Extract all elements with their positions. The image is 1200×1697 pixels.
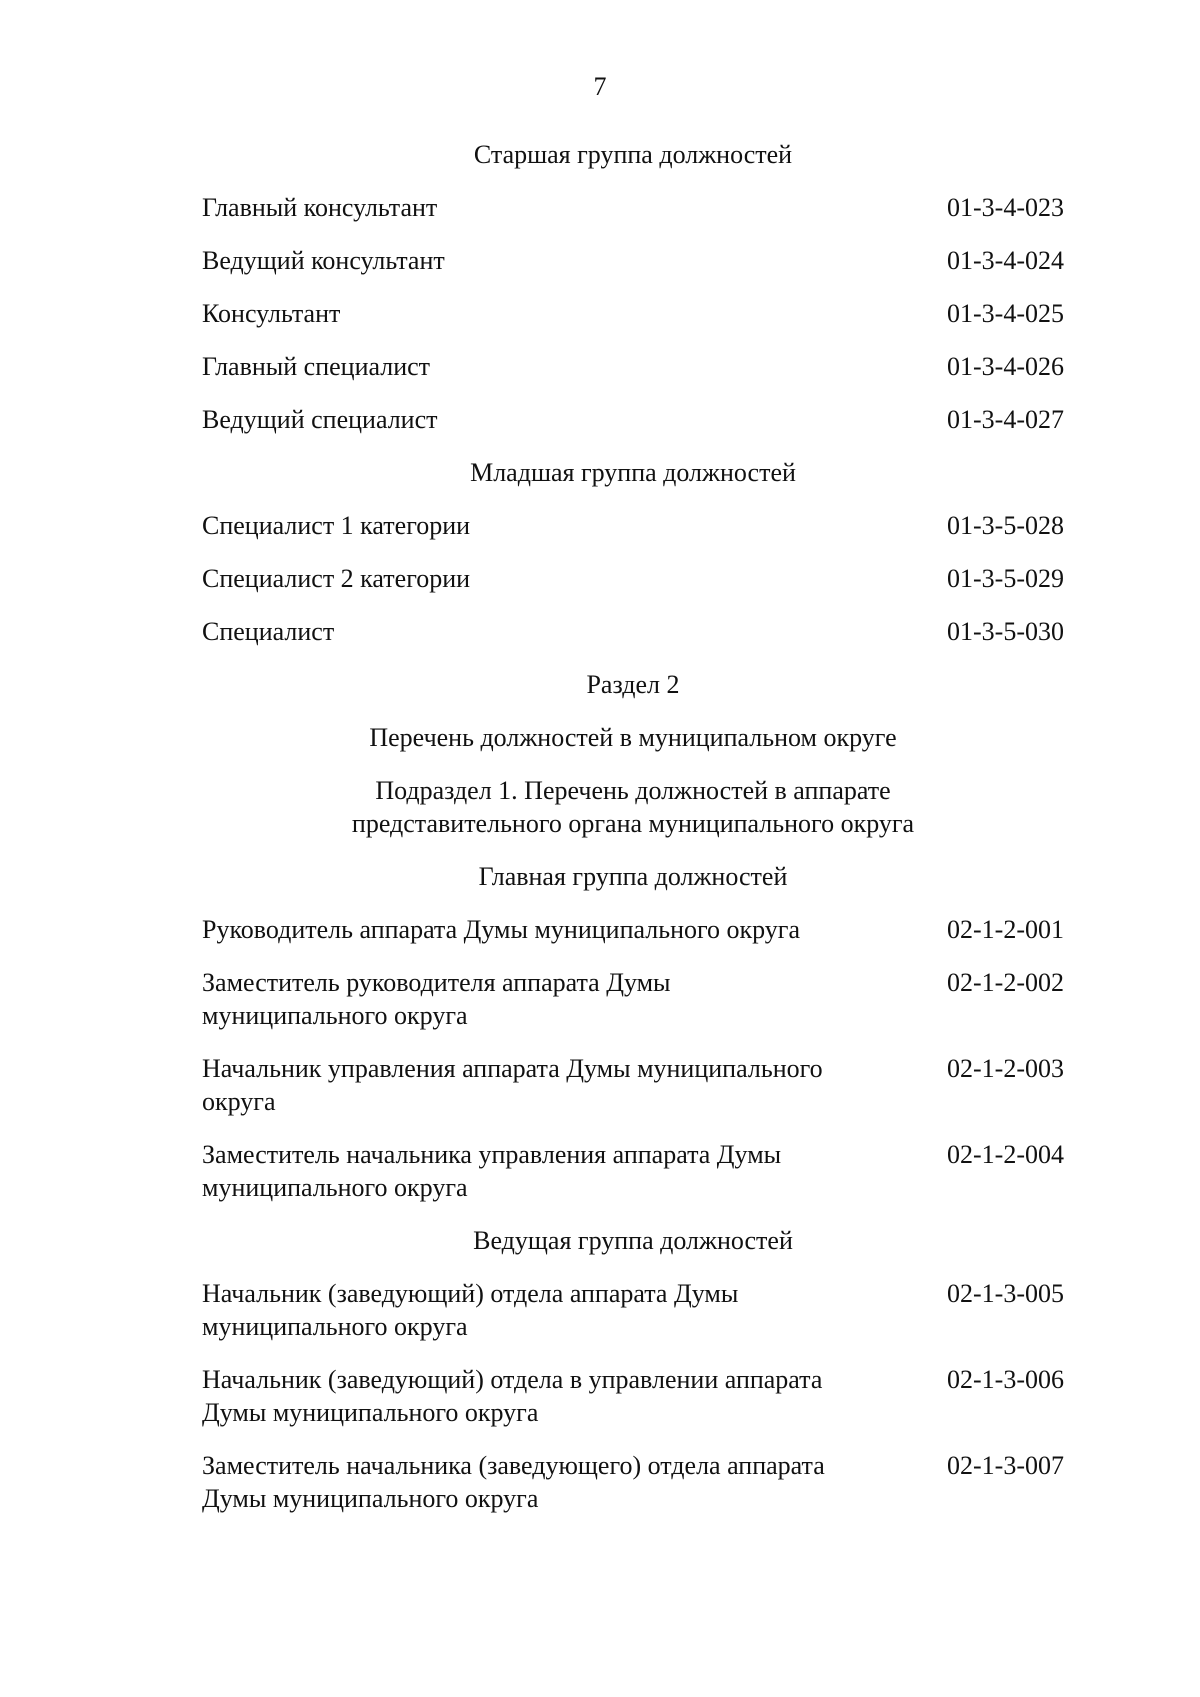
position-row [202, 966, 1064, 1032]
position-code: 01-3-5-030 [947, 617, 1064, 646]
position-row [202, 509, 1064, 542]
part-title: Раздел 2 [586, 670, 680, 699]
position-code: 01-3-5-028 [947, 511, 1064, 540]
position-row [202, 403, 1064, 436]
group-heading-main: Главная группа должностей [478, 862, 788, 891]
position-row [202, 1138, 1064, 1204]
subsection-title-line-1: Подраздел 1. Перечень должностей в аппарате [375, 776, 891, 805]
page-number: 7 [593, 72, 607, 101]
position-code: 02-1-2-002 [947, 968, 1064, 997]
position-code: 02-1-2-001 [947, 915, 1064, 944]
position-code: 01-3-4-024 [947, 246, 1064, 275]
position-row [202, 615, 1064, 648]
position-name: Главный специалист [202, 352, 431, 381]
group-heading-senior: Старшая группа должностей [473, 140, 793, 169]
position-code: 01-3-4-027 [947, 405, 1064, 434]
position-code: 02-1-3-006 [947, 1365, 1064, 1394]
position-name: Специалист 1 категории [202, 511, 471, 540]
position-code: 02-1-2-004 [947, 1140, 1064, 1169]
position-name: Заместитель руководителя аппарата Думы муниципального округа [202, 968, 671, 1030]
position-name: Ведущий консультант [202, 246, 445, 275]
position-name: Главный консультант [202, 193, 438, 222]
position-code: 01-3-4-025 [947, 299, 1064, 328]
position-row [202, 1449, 1064, 1515]
position-name: Руководитель аппарата Думы муниципального округа [202, 915, 801, 944]
position-row [202, 244, 1064, 277]
position-code: 02-1-3-007 [947, 1451, 1064, 1480]
position-row [202, 562, 1064, 595]
position-name: Заместитель начальника управления аппарата Думы муниципального округа [202, 1140, 782, 1202]
position-row [202, 913, 1064, 946]
position-name: Специалист [202, 617, 335, 646]
position-code: 01-3-5-029 [947, 564, 1064, 593]
position-name: Ведущий специалист [202, 405, 438, 434]
position-code: 02-1-2-003 [947, 1054, 1064, 1083]
content [202, 138, 1064, 1535]
position-row [202, 1363, 1064, 1429]
position-code: 02-1-3-005 [947, 1279, 1064, 1308]
position-row [202, 350, 1064, 383]
subsection-title-line-2: представительного органа муниципального округа [351, 809, 915, 838]
subsection-title [202, 774, 1064, 840]
position-row [202, 191, 1064, 224]
group-heading-leading: Ведущая группа должностей [473, 1226, 793, 1255]
position-name: Консультант [202, 299, 341, 328]
position-row [202, 297, 1064, 330]
position-row [202, 1052, 1064, 1118]
part-subtitle: Перечень должностей в муниципальном округе [369, 723, 897, 752]
position-name: Заместитель начальника (заведующего) отдела аппарата Думы муниципального округа [202, 1451, 825, 1513]
position-name: Начальник управления аппарата Думы муниципального округа [202, 1054, 823, 1116]
position-code: 01-3-4-023 [947, 193, 1064, 222]
position-name: Специалист 2 категории [202, 564, 471, 593]
position-row [202, 1277, 1064, 1343]
position-code: 01-3-4-026 [947, 352, 1064, 381]
position-name: Начальник (заведующий) отдела аппарата Думы муниципального округа [202, 1279, 739, 1341]
group-heading-junior: Младшая группа должностей [470, 458, 796, 487]
position-name: Начальник (заведующий) отдела в управлении аппарата Думы муниципального округа [202, 1365, 823, 1427]
